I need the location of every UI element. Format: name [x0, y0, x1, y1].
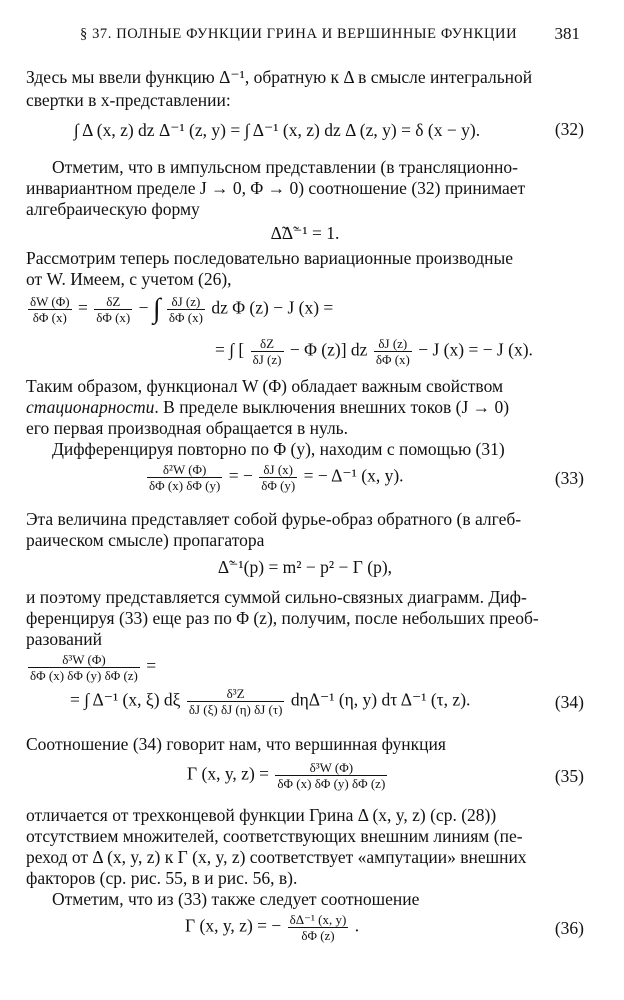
para2-line1: Отметим, что в импульсном представлении (в трансляционно- [52, 157, 518, 177]
frac-dW-dPhi: $\frac{\delta W (\Phi)}{\delta\Phi (x)}$ [30, 294, 70, 325]
equation-36-number: (36) [554, 918, 584, 938]
equation-variation-1: $\frac{\delta W (\Phi)}{\delta\Phi (x)}$ = $\frac{\delta Z}{\delta\Phi (x)}$ − ∫ $\frac{\delta J (z)}{\delta\Phi (x)}$ dz Φ (z) − J (x) = [30, 293, 334, 325]
frac-dZ-dJ: $\frac{\delta Z}{\delta J (z)}$ [252, 336, 282, 367]
frac-vertex-gamma: $\frac{\text{δ³W (Φ)}}{\delta\Phi (x) \delta\Phi (y) \delta\Phi (z)}$ [277, 760, 386, 791]
para3-line1: Рассмотрим теперь последовательно вариационные производные [26, 248, 514, 268]
para4-line2: стационарности. В пределе выключения внешних токов (J → 0) [26, 397, 510, 417]
para8-line1: Соотношение (34) говорит нам, что вершинная функция [26, 734, 446, 754]
para7-line1: и поэтому представляется суммой сильно-связных диаграмм. Диф- [26, 587, 527, 607]
equation-33: $\frac{\text{δ²W (Φ)}}{\delta\Phi (x) \delta\Phi (y)}$ = − $\frac{\delta J (x)}{\delta\Phi (y)}$ = − Δ⁻¹ (x, y). [149, 462, 404, 493]
para5-line1: Дифференцируя повторно по Φ (y), находим с помощью (31) [52, 439, 505, 459]
equation-36: Γ (x, y, z) = − $\frac{\text{δΔ⁻¹ (x, y)}}{\delta\Phi (z)}$ . [185, 912, 360, 943]
para4-line3: его первая производная обращается в нуль. [26, 418, 349, 438]
para7-line3: разований [26, 629, 102, 649]
equation-34-lhs: $\frac{\text{δ³W (Φ)}}{\delta\Phi (x) \delta\Phi (y) \delta\Phi (z)}$ = [30, 652, 157, 683]
para6-line2: раическом смысле) пропагатора [26, 530, 265, 550]
frac-dZ-dPhi: $\frac{\delta Z}{\delta\Phi (x)}$ [96, 294, 131, 325]
frac-d3Z: $\frac{\text{δ³Z}}{\delta J (\xi) \delta J (\eta) \delta J (\tau)}$ [188, 686, 283, 717]
para4-line1: Таким образом, функционал W (Φ) обладает важным свойством [26, 376, 504, 396]
frac-dJ-dPhi: $\frac{\delta J (z)}{\delta\Phi (x)}$ [168, 294, 203, 325]
frac-d2W: $\frac{\text{δ²W (Φ)}}{\delta\Phi (x) \delta\Phi (y)}$ [149, 462, 221, 493]
equation-34-rhs: = ∫ Δ⁻¹ (x, ξ) dξ $\frac{\text{δ³Z}}{\delta J (\xi) \delta J (\eta) \delta J (\tau)}$ dηΔ⁻¹ (η, y) dτ Δ⁻¹ (τ, z). [70, 686, 471, 717]
equation-algebraic: Δ̃Δ̃⁻¹ = 1. [270, 223, 340, 243]
frac-d3W: $\frac{\text{δ³W (Φ)}}{\delta\Phi (x) \delta\Phi (y) \delta\Phi (z)}$ [30, 652, 138, 683]
para7-line2: ференцируя (33) еще раз по Φ (z), получим, после небольших преоб- [26, 608, 539, 628]
para10-line1: Отметим, что из (33) также следует соотношение [52, 889, 420, 909]
para9-line4: факторов (ср. рис. 55, в и рис. 56, в). [26, 868, 298, 888]
integral-sign: ∫ [152, 293, 161, 325]
equation-35-number: (35) [554, 766, 584, 786]
para1-line1: Здесь мы ввели функцию Δ⁻¹, обратную к Δ в смысле интегральной [26, 67, 533, 87]
equation-33-number: (33) [554, 468, 584, 488]
equation-32: ∫ Δ (x, z) dz Δ⁻¹ (z, y) = ∫ Δ⁻¹ (x, z) dz Δ (z, y) = δ (x − y). [73, 120, 481, 140]
frac-dDelta-dPhi: $\frac{\text{δΔ⁻¹ (x, y)}}{\delta\Phi (z)}$ [289, 912, 347, 943]
para9-line3: реход от Δ (x, y, z) к Γ (x, y, z) соответствует «ампутации» внешних [26, 847, 527, 867]
para2-line3: алгебраическую форму [26, 199, 200, 219]
emphasis-stationarity: стационарности [26, 397, 155, 417]
equation-35: Γ (x, y, z) = $\frac{\text{δ³W (Φ)}}{\delta\Phi (x) \delta\Phi (y) \delta\Phi (z)}$ [187, 760, 386, 791]
para9-line1: отличается от трехконцевой функции Грина Δ (x, y, z) (ср. (28)) [26, 805, 497, 825]
running-header [40, 24, 584, 48]
equation-34-number: (34) [554, 692, 584, 712]
para3-line2: от W. Имеем, с учетом (26), [26, 269, 232, 289]
para1-line2: свертки в x-представлении: [26, 90, 231, 110]
equation-32-number: (32) [554, 119, 584, 139]
para9-line2: отсутствием множителей, соответствующих внешним линиям (пе- [26, 826, 523, 846]
para6-line1: Эта величина представляет собой фурье-образ обратного (в алгеб- [26, 509, 522, 529]
equation-variation-2: = ∫ [ $\frac{\delta Z}{\delta J (z)}$ − Φ (z)] dz $\frac{\delta J (z)}{\delta\Phi (x)}$ − J (x) = − J (x). [215, 336, 533, 367]
para2-line2: инвариантном пределе J → 0, Φ → 0) соотношение (32) принимает [26, 178, 526, 198]
frac-dJ-dPhi-2: $\frac{\delta J (z)}{\delta\Phi (x)}$ [375, 336, 410, 367]
page-number: 381 [554, 24, 580, 43]
equation-propagator: Δ̃⁻¹(p) = m² − p² − Γ (p), [217, 557, 393, 577]
section-title: § 37. ПОЛНЫЕ ФУНКЦИИ ГРИНА И ВЕРШИННЫЕ ФУНКЦИИ [80, 26, 518, 42]
frac-dJx-dPhiy: $\frac{\delta J (x)}{\delta\Phi (y)}$ [261, 462, 296, 493]
